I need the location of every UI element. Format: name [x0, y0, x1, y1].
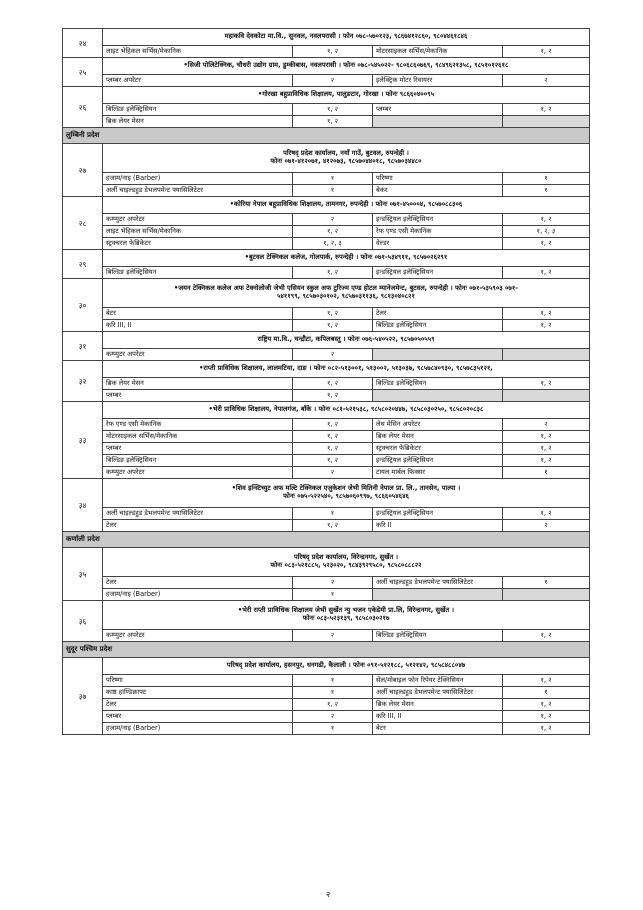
trade-name: इन्डस्ट्रियल इलेक्ट्रिसियन: [373, 267, 503, 279]
trade-name: प्लम्बर: [103, 443, 293, 455]
trade-row: [63, 226, 590, 238]
header-line: परिषद् प्रदेश कार्यालय, नयाँ गाउँ, बुटवल, रुपन्देही ।: [283, 149, 409, 158]
trade-name: वेल्डर: [373, 238, 503, 250]
header-line: राष्ट्रिय मा.वि., चन्द्रौटा, कपिलबस्तु । फोनः ०७६-५४०५२२, ९८५७०५०५५९: [257, 335, 435, 344]
trade-level: १, २: [293, 378, 373, 390]
trade-level: १: [503, 173, 590, 185]
trade-row: [63, 419, 590, 431]
trade-level: २: [293, 467, 373, 479]
trade-level: १, २: [293, 443, 373, 455]
trade-level: १, २: [293, 308, 373, 320]
serial-number: ३३: [63, 402, 103, 479]
trade-name: [373, 349, 503, 361]
trade-level: २: [293, 577, 373, 589]
trade-level: १: [293, 508, 373, 520]
trade-name: मोटरसाइकल सर्भिस/मेकानिक: [103, 431, 293, 443]
header-line: फोनः ०७१-४१२०७१, ४१२०७३, ९८५७०४४०१८, ९८५७०३४४८०: [270, 157, 422, 165]
serial-number: ३७: [63, 658, 103, 735]
institution-header: [103, 58, 590, 75]
header-line: महाकवि देवकोटा मा.वि., सुनवल, नवलपरासी । फोन ०७८-५७०१२३, ९८६७४१२८६०, ९८०४४६१८४६: [224, 32, 468, 41]
trade-name: बेकर: [373, 185, 503, 197]
document: [62, 28, 589, 735]
trade-level: १, २: [293, 104, 373, 116]
institution-header-row: [63, 479, 590, 508]
trade-name: प्लम्बर अपरेटर: [103, 75, 293, 87]
trade-row: [63, 577, 590, 589]
trade-name: परिष्णा: [373, 173, 503, 185]
trade-row: [63, 349, 590, 361]
trade-level: १, २: [503, 711, 590, 723]
trade-name: टेलर: [373, 308, 503, 320]
trade-name: प्लम्बर: [373, 104, 503, 116]
trade-name: इन्डस्ट्रियल इलेक्ट्रिसियन: [373, 214, 503, 226]
trade-row: [63, 308, 590, 320]
trade-level: १, २: [293, 520, 373, 532]
institution-header: [103, 250, 590, 267]
trade-level: १, २: [503, 308, 590, 320]
trade-name: हजाम/नाइ (Barber): [103, 723, 293, 735]
trade-level: १, २: [503, 508, 590, 520]
trade-name: बिल्डिङ इलेक्ट्रिसियन: [103, 455, 293, 467]
trade-name: लाइट भेहिकल सर्भिस/मेकानिक: [103, 46, 293, 58]
trade-row: [63, 75, 590, 87]
header-line: फोनः ०८३-५२१८८५, ५२३०२०, ९८४३९२९५८०, ९८५८०८८८२२: [270, 561, 422, 569]
trade-name: प्लम्बर: [103, 390, 293, 402]
trade-level: १, २: [293, 267, 373, 279]
institution-header: [103, 29, 590, 46]
institution-header: [103, 144, 590, 173]
trade-level: १, २, ३: [293, 238, 373, 250]
trade-name: काष्ठ हाण्डिक्राफ्ट: [103, 687, 293, 699]
serial-number: ३१: [63, 332, 103, 361]
trade-name: स्ट्रक्चरल फेब्रिकेटर: [373, 443, 503, 455]
trade-level: १: [503, 467, 590, 479]
trade-level: २: [293, 349, 373, 361]
header-line: •शिव इन्स्टिच्युट अफ मल्टि टेक्निकल एजुकेशन जेभी मितिनी नेपाल प्रा. लि., तानसेन, पाल्पा ।: [231, 484, 461, 493]
trade-level: १, २: [503, 46, 590, 58]
institution-header-row: [63, 601, 590, 630]
trade-row: [63, 455, 590, 467]
trade-level: १, २: [503, 630, 590, 642]
trade-level: १: [503, 687, 590, 699]
trade-row: [63, 185, 590, 197]
trade-row: [63, 431, 590, 443]
trade-level: [503, 589, 590, 601]
institution-header-row: [63, 250, 590, 267]
trade-name: बिल्डिङ इलेक्ट्रिसियन: [373, 320, 503, 332]
serial-number: २४: [63, 29, 103, 58]
province-heading: सुदूर पश्चिम प्रदेश: [63, 642, 590, 658]
trade-name: सेल/मोबाइल फोन रिपेयर टेक्निसियन: [373, 675, 503, 687]
institution-header: [103, 402, 590, 419]
trade-level: [503, 349, 590, 361]
trade-row: [63, 378, 590, 390]
serial-number: ३६: [63, 601, 103, 642]
header-line: •बुटवल टेक्निकल कलेज, गोलपार्क, रुपन्देही । फोनः ०७१-५३४९११, ९८५७०२६२९१: [244, 253, 448, 262]
trade-row: [63, 699, 590, 711]
trade-level: १, २: [503, 104, 590, 116]
serial-number: २८: [63, 197, 103, 250]
institution-header-row: [63, 279, 590, 308]
trade-name: अर्ली चाइल्डहुड डेभलपमेन्ट फ्यासिलिटेटर: [373, 687, 503, 699]
institution-header-row: [63, 87, 590, 104]
trade-row: [63, 687, 590, 699]
institution-header: [103, 87, 590, 104]
trade-row: [63, 508, 590, 520]
institution-header-row: [63, 361, 590, 378]
trade-row: [63, 520, 590, 532]
trade-level: १, २: [293, 390, 373, 402]
province-row: [63, 128, 590, 144]
header-line: परिषद् प्रदेश कार्यालय, विरेन्द्रनगर, सुर्खेत ।: [293, 553, 399, 562]
trade-level: २: [293, 630, 373, 642]
trade-level: १, २: [503, 267, 590, 279]
header-line: फोनः ०७५-५२२५४०, ९८५७०६०९९७, ९८६६०५४६४६: [283, 492, 409, 500]
trade-level: १: [293, 589, 373, 601]
trade-level: १, २: [293, 419, 373, 431]
trade-row: [63, 675, 590, 687]
institution-header: [103, 479, 590, 508]
trade-level: १: [503, 577, 590, 589]
header-line: परिषद् प्रदेश कार्यालय, हसनपुर, धनगढी, कैलाली । फोनः ०९१-५१२१८८, ५१२१४२, ९८५८४८८०४७: [226, 661, 466, 670]
trade-name: अर्ली चाइल्डहुड डेभलपमेन्ट फ्यासिलिटेटर: [103, 508, 293, 520]
header-line: •भेरी प्राविधिक शिक्षालय, नेपालगंज, बाँके । फोनः ०८१-५२१५३८, ९८५८०२०४४७, ९८५८०३०२५०, ९८५८०२०८३८: [208, 405, 484, 414]
trade-name: [373, 116, 503, 128]
header-line: •जयन टेक्निकल कलेज अफ टेक्नोलोजी जेभी एसियन स्कुल अफ टुरिज्म एण्ड होटल म्यानेजमेन्ट, बुटवल, रुपन्देही । फोनः ०७१-५३५९०३ ०७१-: [173, 284, 519, 293]
institution-header-row: [63, 58, 590, 75]
trade-level: १, २: [503, 699, 590, 711]
trade-row: [63, 173, 590, 185]
institution-header: [103, 601, 590, 630]
trade-level: १, २: [293, 226, 373, 238]
trade-level: २: [503, 520, 590, 532]
trade-name: अर्ली चाइल्डहुड डेभलपमेन्ट फ्यासिलिटेटर: [103, 185, 293, 197]
trade-level: १, २: [293, 46, 373, 58]
header-line: फोनः ०८३-५२३१३९, ९८५८०३०२१७: [302, 614, 390, 622]
serial-number: २६: [63, 87, 103, 128]
trade-row: [63, 589, 590, 601]
trade-name: बिल्डिङ इलेक्ट्रिसियन: [103, 104, 293, 116]
trade-name: टायल मार्बल फिक्सर: [373, 467, 503, 479]
trade-name: बिल्डिङ इलेक्ट्रिसियन: [103, 267, 293, 279]
serial-number: २९: [63, 250, 103, 279]
institution-header-row: [63, 144, 590, 173]
trade-row: [63, 214, 590, 226]
trade-level: १, २: [503, 455, 590, 467]
trade-level: १, २: [503, 320, 590, 332]
trade-level: १, २, ३: [503, 226, 590, 238]
trade-row: [63, 390, 590, 402]
page-number: २: [326, 890, 331, 899]
trade-level: १: [293, 723, 373, 735]
institution-header: [103, 332, 590, 349]
trade-name: बिल्डिङ इलेक्ट्रिसियन: [373, 630, 503, 642]
institution-header-row: [63, 29, 590, 46]
trade-level: १, २: [293, 116, 373, 128]
trade-level: [503, 116, 590, 128]
trade-row: [63, 630, 590, 642]
trade-level: २: [503, 75, 590, 87]
institution-header-row: [63, 548, 590, 577]
institutions-table: [62, 28, 590, 735]
province-heading: कर्णाली प्रदेश: [63, 532, 590, 548]
header-line: •सिजी पोलिटेक्निक, चौधरी उद्योग ग्राम, डुम्कीबास, नवलपरासी । फोनः ०७८-५४५०२२- ९८०६८६०७६९, ९८४९६२१३५८, ९८५१०१२६१८: [183, 61, 509, 70]
trade-name: [373, 589, 503, 601]
trade-name: प्लम्बर: [103, 711, 293, 723]
institution-header: [103, 197, 590, 214]
trade-level: १, २: [503, 675, 590, 687]
trade-level: १: [293, 687, 373, 699]
trade-level: १: [293, 173, 373, 185]
trade-level: १: [503, 185, 590, 197]
trade-row: [63, 116, 590, 128]
serial-number: ३४: [63, 479, 103, 532]
trade-name: इन्डस्ट्रियल इलेक्ट्रिसियन: [373, 508, 503, 520]
trade-name: कम्प्युटर अपरेटर: [103, 467, 293, 479]
trade-name: बेटर: [103, 308, 293, 320]
trade-level: १, २: [293, 699, 373, 711]
trade-level: १, २: [503, 723, 590, 735]
trade-row: [63, 723, 590, 735]
trade-row: [63, 467, 590, 479]
serial-number: ३५: [63, 548, 103, 601]
trade-level: १, २: [503, 443, 590, 455]
trade-level: २: [293, 214, 373, 226]
trade-row: [63, 238, 590, 250]
province-heading: लुम्बिनी प्रदेश: [63, 128, 590, 144]
header-line: •राप्ती प्राविधिक शिक्षालय, लालमटिया, दाङ । फोनः ०८२-५१३००१, ५१३००२, ५१३०३७, ९८५७८४०९३०, ९८५७८३५१२१,: [199, 364, 493, 373]
trade-name: लाइट भेहिकल सर्भिस/मेकानिक: [103, 226, 293, 238]
trade-name: हजाम/नाइ (Barber): [103, 589, 293, 601]
trade-name: परिष्णा: [103, 675, 293, 687]
trade-level: १, २: [293, 431, 373, 443]
serial-number: ३२: [63, 361, 103, 402]
trade-name: ब्रिक लेयर मेसन: [103, 378, 293, 390]
trade-name: लेथ मेसिन अपरेटर: [373, 419, 503, 431]
serial-number: २७: [63, 144, 103, 197]
trade-name: रेफ एण्ड एसी मेकानिक: [373, 226, 503, 238]
trade-name: अर्ली चाइल्डहुड डेभलपमेन्ट फ्यासिलिटेटर: [373, 577, 503, 589]
trade-name: [373, 390, 503, 402]
trade-name: ब्रिक लेयर मेसन: [373, 699, 503, 711]
trade-row: [63, 267, 590, 279]
trade-name: ब्रिक लेयर मेसन: [103, 116, 293, 128]
trade-level: २: [293, 75, 373, 87]
institution-header: [103, 548, 590, 577]
province-row: [63, 642, 590, 658]
trade-row: [63, 46, 590, 58]
trade-row: [63, 711, 590, 723]
trade-name: बिल्डिङ इलेक्ट्रिसियन: [373, 378, 503, 390]
trade-name: टेलर: [103, 577, 293, 589]
trade-row: [63, 320, 590, 332]
trade-level: १, २: [503, 214, 590, 226]
institution-header-row: [63, 332, 590, 349]
trade-name: हजाम/नाइ (Barber): [103, 173, 293, 185]
trade-name: स्ट्रक्चरल फेब्रिकेटर: [103, 238, 293, 250]
trade-level: १, २: [503, 378, 590, 390]
trade-level: १: [293, 675, 373, 687]
trade-name: करि II: [373, 520, 503, 532]
trade-row: [63, 104, 590, 116]
trade-level: १: [293, 185, 373, 197]
trade-level: २: [293, 711, 373, 723]
trade-level: १, २: [503, 431, 590, 443]
header-line: •भेरी राप्ती प्राविधिक शिक्षालय जेभी सुर्खेत न्यु भजन एकेडेमी प्रा.लि, विरेन्द्रनगर, सुर्खेत ।: [238, 606, 454, 615]
header-line: •गोरखा बहुप्राविधिक शिक्षालय, पालुङटार, गोरखा । फोनः ९८६६०४००९५: [258, 90, 434, 99]
trade-name: इलेक्ट्रिक मोटर रिवायरर: [373, 75, 503, 87]
trade-name: करि III, II: [373, 711, 503, 723]
trade-name: कम्प्युटर अपरेटर: [103, 349, 293, 361]
institution-header: [103, 658, 590, 675]
trade-name: इन्डस्ट्रियल इलेक्ट्रिसियन: [373, 455, 503, 467]
header-line: •कोरिया नेपाल बहुप्राविधिक शिक्षालय, तामनगर, रुपन्देही । फोनः ०७१-४५०००४, ९८५७०८८३०६: [229, 200, 463, 209]
institution-header: [103, 361, 590, 378]
trade-level: १, २: [293, 320, 373, 332]
institution-header-row: [63, 402, 590, 419]
trade-name: कम्प्युटर अपरेटर: [103, 630, 293, 642]
trade-level: २: [503, 419, 590, 431]
trade-name: टेलर: [103, 699, 293, 711]
serial-number: २५: [63, 58, 103, 87]
trade-level: १, २: [503, 238, 590, 250]
trade-name: टेलर: [103, 520, 293, 532]
province-row: [63, 532, 590, 548]
trade-row: [63, 443, 590, 455]
trade-name: मोटरसाइकल सर्भिस/मेकानिक: [373, 46, 503, 58]
trade-level: [503, 390, 590, 402]
serial-number: ३०: [63, 279, 103, 332]
trade-name: कम्प्युटर अपरेटर: [103, 214, 293, 226]
institution-header: [103, 279, 590, 308]
trade-level: १, २: [293, 455, 373, 467]
institution-header-row: [63, 658, 590, 675]
trade-name: करि III, II: [103, 320, 293, 332]
trade-name: रेफ एण्ड एसी मेकानिक: [103, 419, 293, 431]
header-line: ५४११९९, ९८५७०३०१०२, ९८५७०३११३६, ९८१३०४०८२१: [277, 292, 415, 300]
trade-name: ब्रिक लेयर मेसन: [373, 431, 503, 443]
trade-name: बेटर: [373, 723, 503, 735]
institution-header-row: [63, 197, 590, 214]
